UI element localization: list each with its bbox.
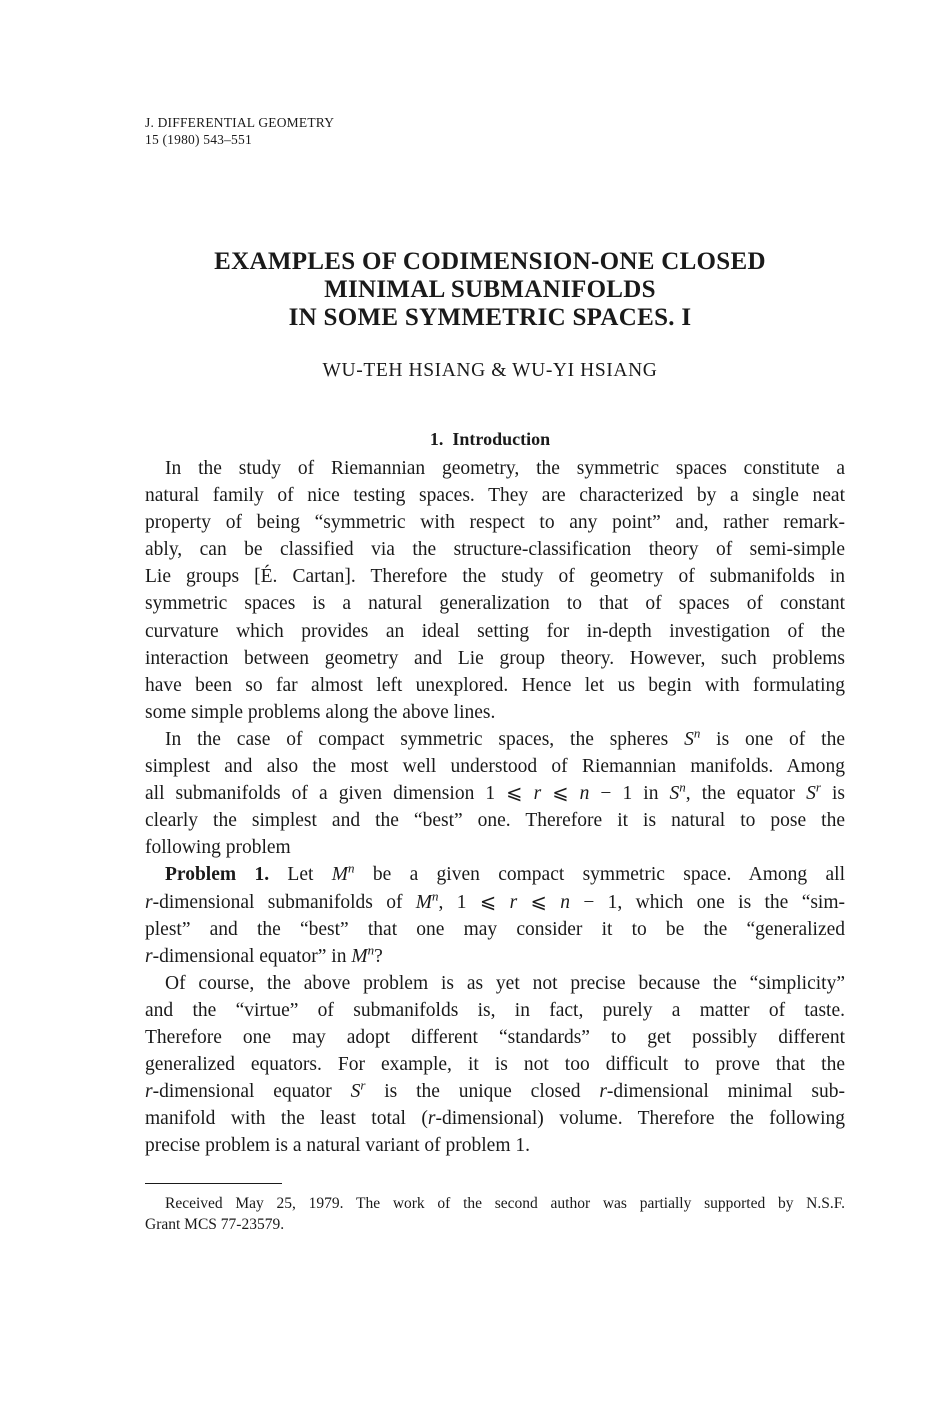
body-line: manifold with the least total (r-dimensional) volume. Therefore the following [145,1108,845,1130]
body-line: and the “virtue” of submanifolds is, in fact, purely a matter of taste. [145,999,845,1021]
body-line: Therefore one may adopt different “standards” to get possibly different [145,1026,845,1048]
body-line: In the case of compact symmetric spaces, the spheres $S^n$ is one of the [165,725,845,750]
journal-citation: 15 (1980) 543–551 [145,132,252,147]
body-line: plest” and the “best” that one may consider it to be the “generalized [145,918,845,940]
body-line: precise problem is a natural variant of problem 1. [145,1135,530,1157]
body-line: clearly the simplest and the “best” one. Therefore it is natural to pose the [145,810,845,832]
body-line: ably, can be classified via the structure-classification theory of semi-simple [145,539,845,561]
body-line: property of being “symmetric with respect to any point” and, rather remark- [145,512,845,534]
body-line: curvature which provides an ideal setting for in-depth investigation of the [145,620,845,642]
section-number: 1. [429,429,444,449]
body-line: natural family of nice testing spaces. They are characterized by a single neat [145,485,845,507]
section-title: Introduction [452,429,551,449]
body-line: Lie groups [É. Cartan]. Therefore the study of geometry of submanifolds in [145,566,845,588]
body-line: r-dimensional equator $S^r$ is the unique closed r-dimensional minimal sub- [145,1077,845,1103]
body-line: r-dimensional submanifolds of $M^n$, 1 ⩽ r ⩽ n − 1, which one is the “sim- [145,888,846,913]
body-text [145,455,845,1159]
journal-name: J. DIFFERENTIAL GEOMETRY [145,115,335,130]
body-line: In the study of Riemannian geometry, the symmetric spaces constitute a [165,458,845,479]
title-line: EXAMPLES OF CODIMENSION-ONE CLOSED [214,248,766,275]
body-line: Of course, the above problem is as yet not precise because the “simplicity” [165,972,845,994]
body-line: generalized equators. For example, it is not too difficult to prove that the [145,1054,845,1076]
footnote-line: Grant MCS 77-23579. [145,1216,285,1233]
body-line: symmetric spaces is a natural generalization to that of spaces of constant [145,593,845,615]
section-heading [100,429,880,450]
body-line: simplest and also the most well understood of Riemannian manifolds. Among [145,756,845,778]
footnote-divider [145,1183,282,1184]
body-line: all submanifolds of a given dimension 1 ⩽ r ⩽ n − 1 in $S^n$, the equator $S^r$ is [145,779,845,805]
footnote-line: Received May 25, 1979. The work of the second author was partially supported by N.S.F. [165,1195,845,1212]
body-line: interaction between geometry and Lie group theory. However, such problems [145,647,845,669]
journal-header [145,114,334,148]
body-line: following problem [145,837,291,859]
body-line: Problem 1. Let $M^n$ be a given compact symmetric space. Among all [165,860,845,886]
title-line: MINIMAL SUBMANIFOLDS [324,276,656,303]
title-line: IN SOME SYMMETRIC SPACES. I [288,304,692,331]
body-line: some simple problems along the above lines. [145,701,496,723]
body-line: have been so far almost left unexplored. Hence let us begin with formulating [145,674,845,696]
authors: WU-TEH HSIANG & WU-YI HSIANG [322,360,658,381]
paper-title [100,248,880,332]
footnote [145,1193,845,1235]
body-line: r-dimensional equator” in $M^n$? [145,942,383,967]
